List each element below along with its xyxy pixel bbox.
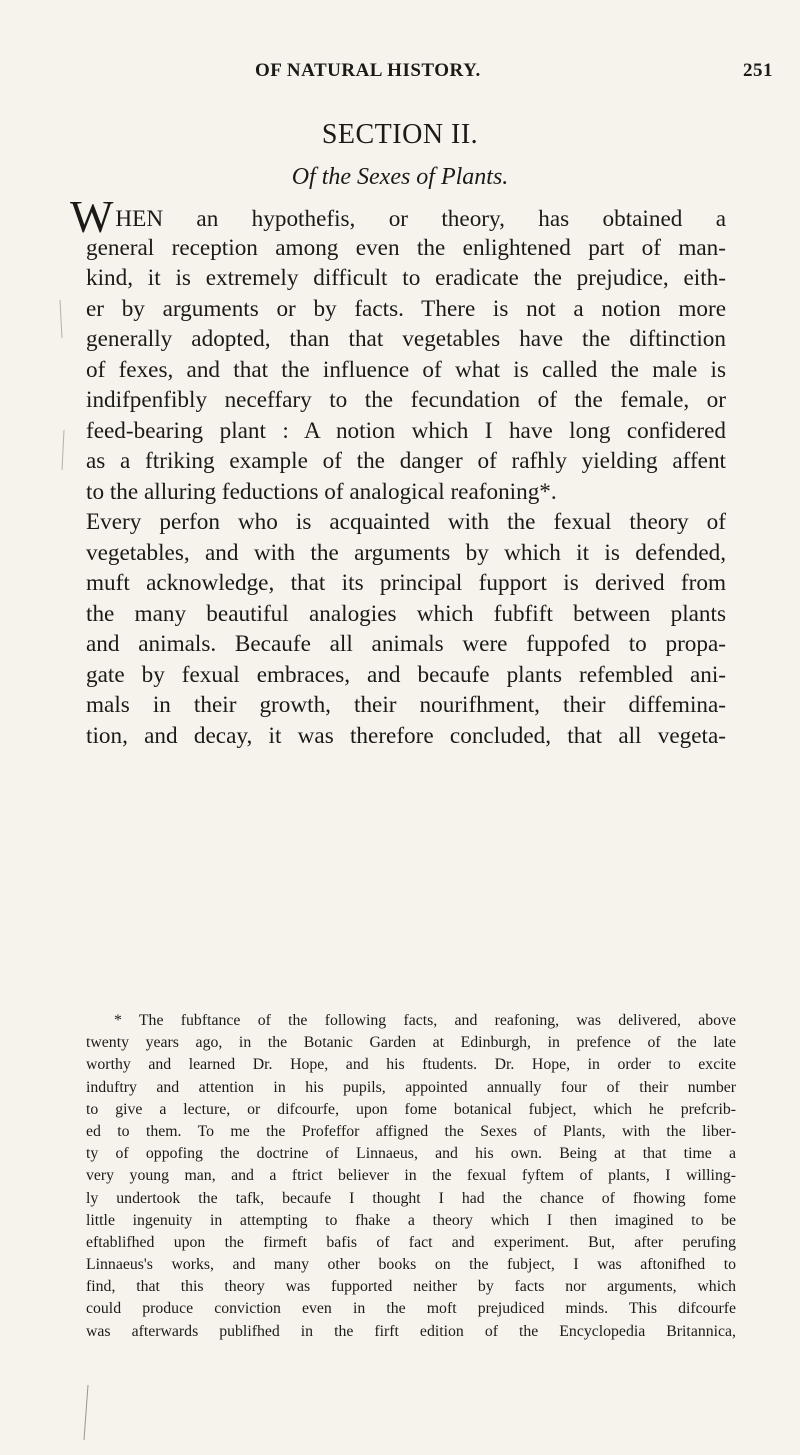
drop-cap: W — [70, 191, 114, 242]
margin-mark-icon — [84, 1385, 88, 1440]
footnote-line: ed to them. To me the Profeffor affigned the Sexes of Plants, with the liber- — [86, 1122, 736, 1140]
footnote-line: worthy and learned Dr. Hope, and his ftudents. Dr. Hope, in order to excite — [86, 1056, 736, 1074]
body-line: the many beautiful analogies which fubfift between plants — [86, 600, 726, 627]
body-line: to the alluring feductions of analogical reafoning*. — [86, 478, 557, 505]
footnote-line: very young man, and a ftrict believer in the fexual fyftem of plants, I willing- — [86, 1167, 736, 1185]
running-title: OF NATURAL HISTORY. — [255, 60, 481, 81]
body-line: as a ftriking example of the danger of rafhly yielding affent — [86, 448, 726, 474]
margin-mark-icon — [62, 430, 64, 470]
margin-mark-icon — [60, 300, 62, 338]
footnote-line: could produce conviction even in the moft prejudiced minds. This difcourfe — [86, 1300, 736, 1318]
footnote-line: to give a lecture, or difcourfe, upon fome botanical fubject, which he prefcrib- — [86, 1100, 736, 1118]
section-subtitle: Of the Sexes of Plants. — [291, 164, 509, 190]
body-line: er by arguments or by facts. There is not a notion more — [86, 295, 726, 322]
body-line: indifpenfibly neceffary to the fecundation of the female, or — [86, 387, 726, 413]
body-line: generally adopted, than that vegetables have the diftinction — [86, 326, 726, 352]
body-line: WHEN an hypothefis, or theory, has obtained a — [70, 191, 726, 242]
footnote-line: ty of oppofing the doctrine of Linnaeus, and his own. Being at that time a — [86, 1145, 736, 1163]
footnote-line: induftry and attention in his pupils, appointed annually four of their number — [86, 1078, 736, 1096]
body-line: tion, and decay, it was therefore concluded, that all vegeta- — [86, 722, 726, 749]
body-line: feed-bearing plant : A notion which I have long confidered — [86, 417, 726, 444]
footnote — [86, 1010, 736, 1343]
footnote-line: find, that this theory was fupported neither by facts nor arguments, which — [86, 1278, 736, 1296]
footnote-line: * The fubftance of the following facts, and reafoning, was delivered, above — [114, 1012, 736, 1029]
section-heading: SECTION II. — [321, 119, 479, 150]
footnote-line: twenty years ago, in the Botanic Garden at Edinburgh, in prefence of the late — [86, 1034, 736, 1052]
body-line: Every perfon who is acquainted with the fexual theory of — [86, 509, 726, 535]
footnote-line: ly undertook the tafk, becaufe I thought I had the chance of fhowing fome — [86, 1189, 736, 1207]
footnote-line: was afterwards publifhed in the firft edition of the Encyclopedia Britannica, — [86, 1322, 736, 1340]
body-line: of fexes, and that the influence of what is called the male is — [86, 356, 726, 383]
body-line: kind, it is extremely difficult to eradicate the prejudice, eith- — [86, 265, 726, 291]
footnote-line: little ingenuity in attempting to fhake a theory which I then imagined to be — [86, 1211, 736, 1229]
footnote-line: Linnaeus's works, and many other books on the fubject, I was aftonifhed to — [86, 1256, 736, 1274]
body-line: mals in their growth, their nourifhment, their diffemina- — [86, 692, 726, 718]
body-line: gate by fexual embraces, and becaufe plants refembled ani- — [86, 661, 726, 688]
footnote-line: eftablifhed upon the firmeft bafis of fact and experiment. But, after perufing — [86, 1233, 736, 1251]
body-line: general reception among even the enlightened part of man- — [86, 234, 726, 261]
body-line: muft acknowledge, that its principal fupport is derived from — [86, 570, 726, 596]
body-line: vegetables, and with the arguments by which it is defended, — [86, 539, 726, 566]
page-number: 251 — [743, 60, 773, 81]
body-line: and animals. Becaufe all animals were fuppofed to propa- — [86, 631, 726, 657]
body-text — [70, 191, 726, 751]
